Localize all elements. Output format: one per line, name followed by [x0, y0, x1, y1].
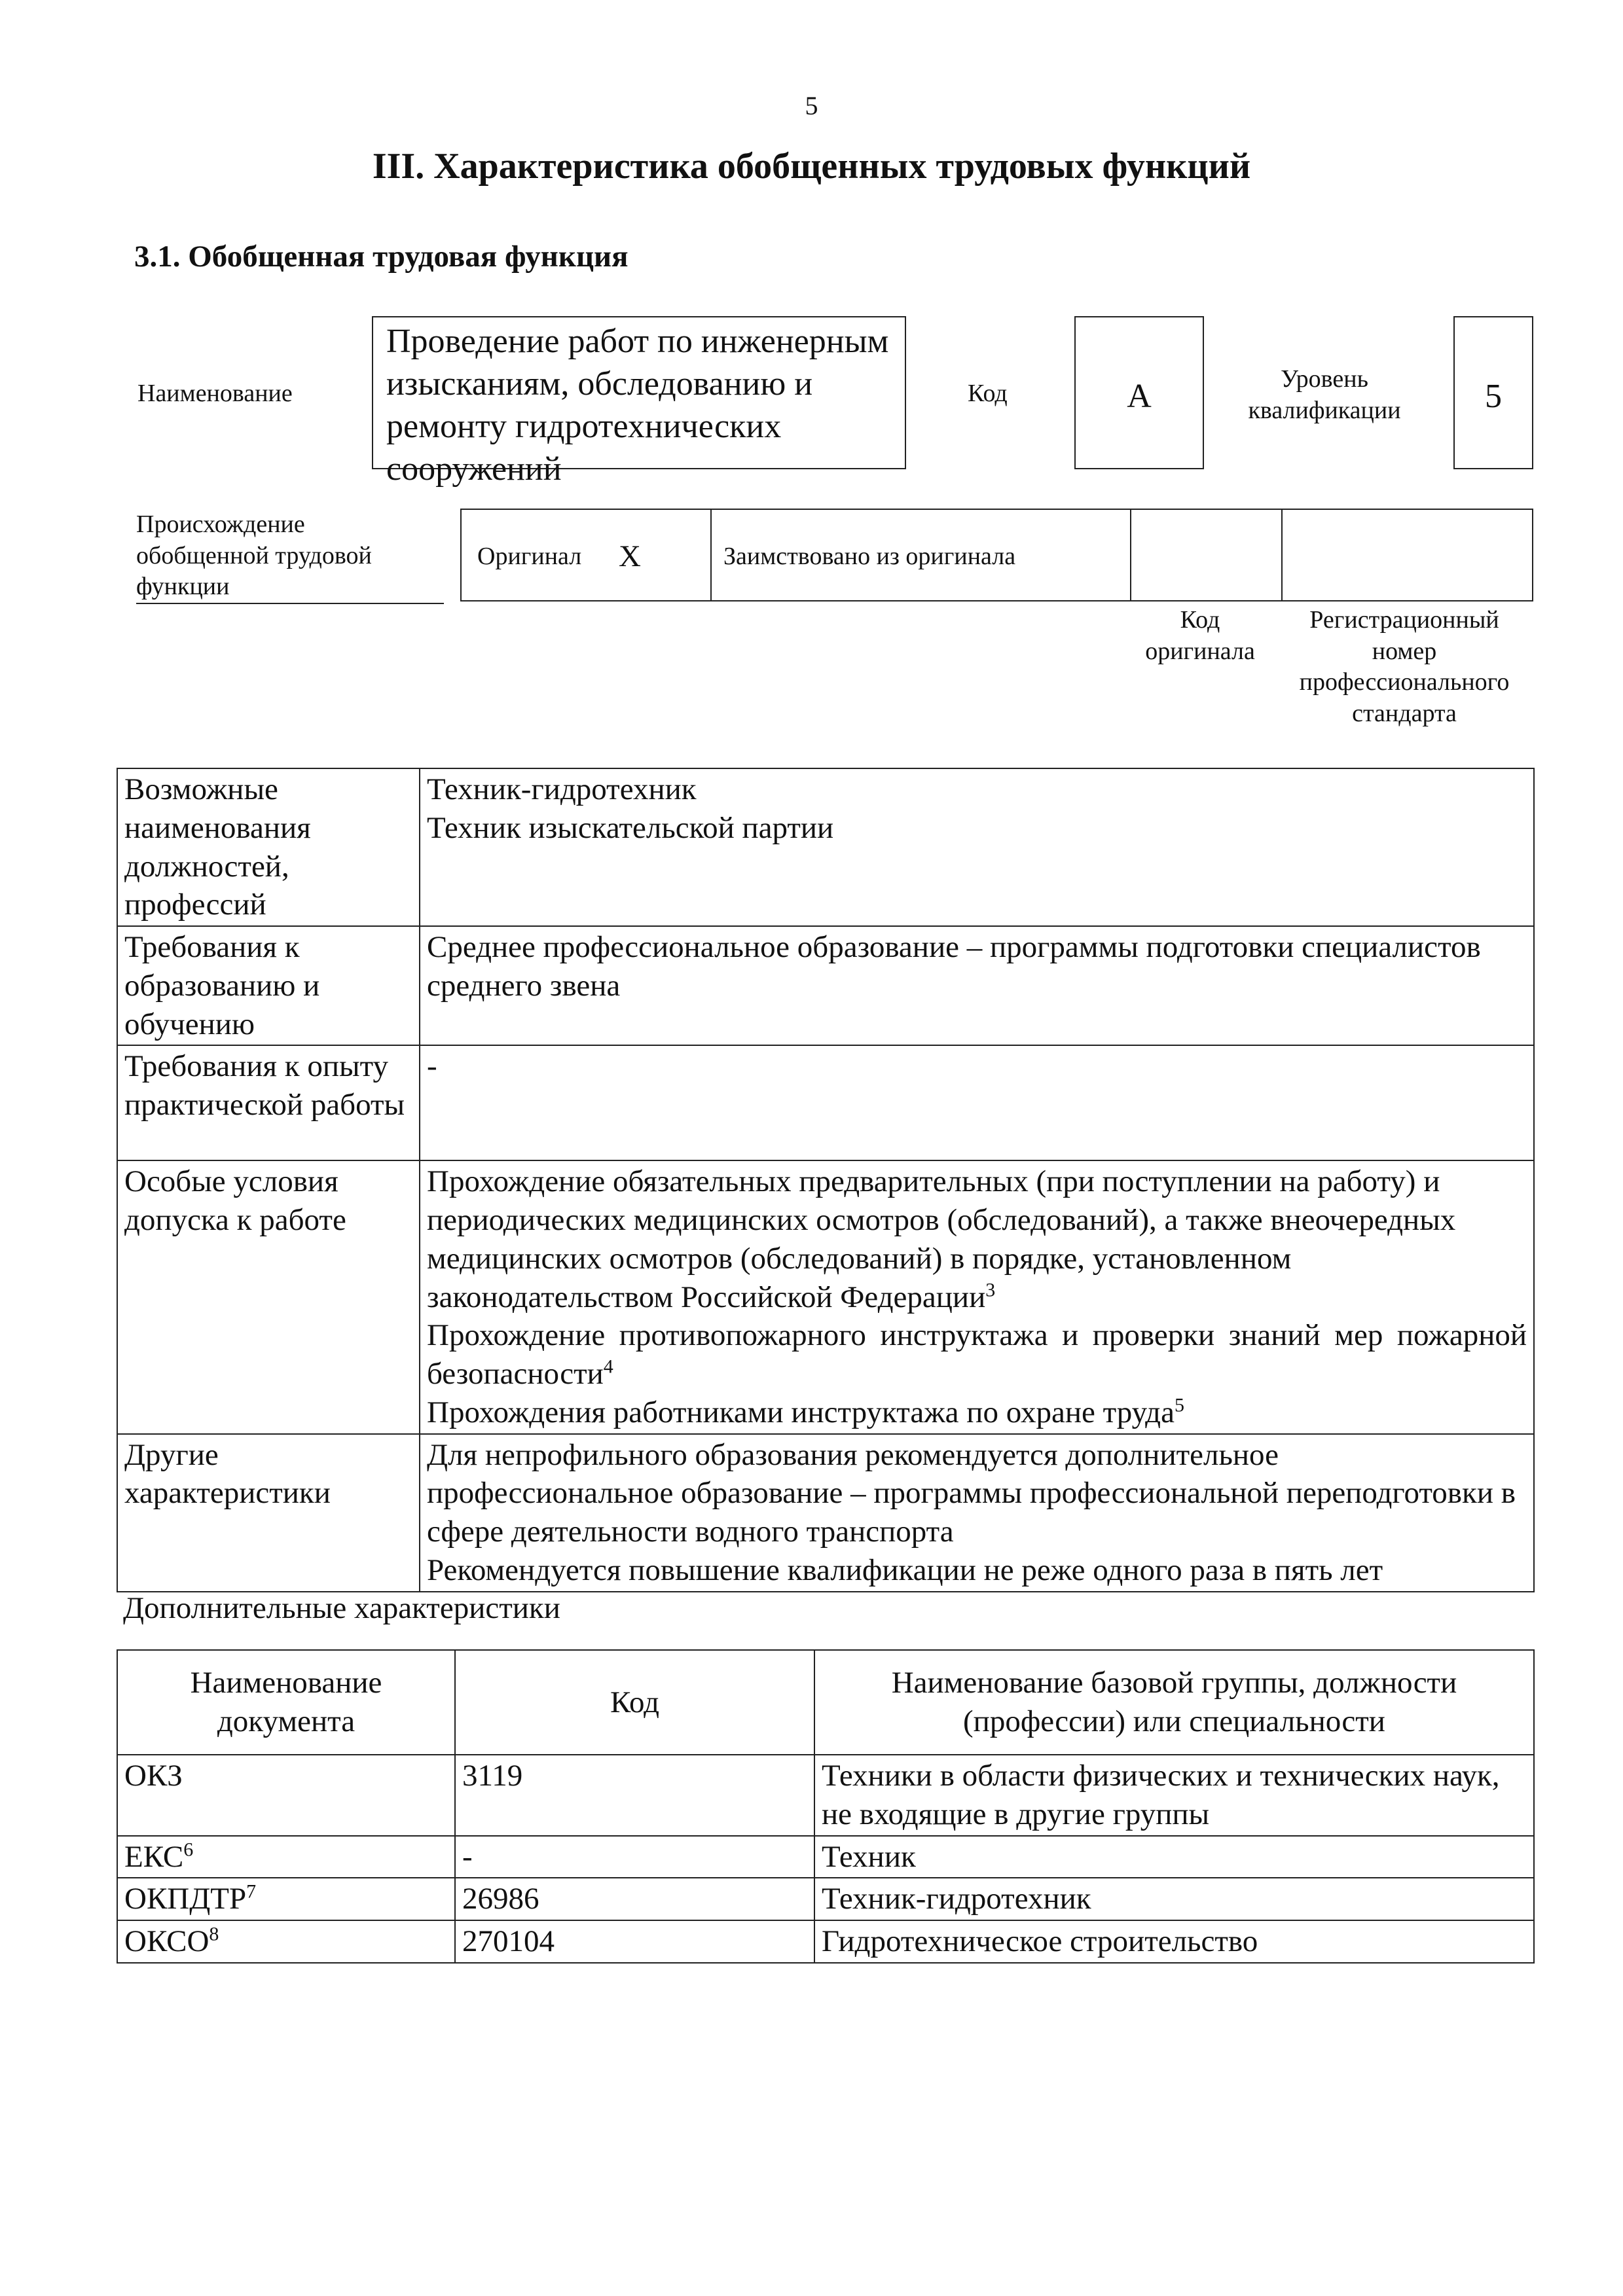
value-paragraph: Прохождение обязательных предварительных (при поступлении на работу) и периодических медицинских осмотров (обследований), а также внеочередных медицинских осмотров (обследований) в порядке, установленном законодательством Российской Федерации$^3$: [427, 1164, 1456, 1314]
doc-cell: ОКЗ: [117, 1755, 455, 1836]
row-value: [420, 768, 1534, 926]
table-row: [117, 1836, 1534, 1878]
origin-box: [460, 509, 1533, 601]
table-row: [117, 1920, 1534, 1963]
row-value: [420, 1160, 1534, 1433]
row-label: Требования к опыту практической работы: [117, 1045, 420, 1160]
characteristics-table: [117, 768, 1535, 1592]
name-cell: Техник: [814, 1836, 1534, 1878]
value-paragraph: Рекомендуется повышение квалификации не реже одного раза в пять лет: [427, 1552, 1383, 1587]
name-cell: Техник-гидротехник: [814, 1878, 1534, 1920]
row-label: Другие характеристики: [117, 1434, 420, 1592]
column-header: Код: [455, 1650, 814, 1755]
doc-cell: ОКПДТР$^7$: [117, 1878, 455, 1920]
code-cell: 26986: [455, 1878, 814, 1920]
value-line: Техник-гидротехник: [427, 772, 697, 806]
section-title: III. Характеристика обобщенных трудовых функций: [372, 146, 1251, 187]
name-cell: Гидротехническое строительство: [814, 1920, 1534, 1963]
footnote-ref: 6: [183, 1838, 194, 1860]
table-row: [117, 1160, 1534, 1433]
row-label: Требования к образованию и обучению: [117, 926, 420, 1045]
origin-label: Происхождение обобщенной трудовой функции: [136, 509, 444, 604]
code-box: [1074, 316, 1204, 469]
name-cell: Техники в области физических и технических наук, не входящие в другие группы: [814, 1755, 1534, 1836]
code-original-caption: Код оригинала: [1145, 606, 1255, 665]
additional-table: [117, 1649, 1535, 1964]
table-row: [117, 926, 1534, 1045]
original-mark: Х: [619, 539, 641, 573]
footnote-ref: 8: [209, 1923, 219, 1945]
doc-cell: ЕКС$^6$: [117, 1836, 455, 1878]
row-value: -: [420, 1045, 1534, 1160]
column-header: Наименование документа: [117, 1650, 455, 1755]
value-paragraph: Прохождение противопожарного инструктажа и проверки знаний мер пожарной безопасности$^4$: [427, 1318, 1527, 1391]
table-header-row: [117, 1650, 1534, 1755]
row-value: Среднее профессиональное образование – программы подготовки специалистов среднего звена: [420, 926, 1534, 1045]
borrowed-label: Заимствовано из оригинала: [723, 543, 1016, 570]
level-box: [1453, 316, 1533, 469]
page-number: 5: [805, 91, 818, 120]
value-paragraph: Для непрофильного образования рекомендуется дополнительное профессиональное образование – программы профессиональной переподготовки в сфере деятельности водного транспорта: [427, 1437, 1516, 1549]
row-value: [420, 1434, 1534, 1592]
doc-cell: ОКСО$^8$: [117, 1920, 455, 1963]
reg-number-caption: Регистрационный номер профессионального стандарта: [1299, 606, 1510, 727]
level-value: 5: [1485, 378, 1502, 415]
table-row: [117, 1045, 1534, 1160]
footnote-ref: 3: [985, 1278, 996, 1300]
code-label: Код: [968, 380, 1008, 407]
original-label: Оригинал: [477, 543, 582, 570]
row-label: Особые условия допуска к работе: [117, 1160, 420, 1433]
row-label: Возможные наименования должностей, профессий: [117, 768, 420, 926]
table-row: [117, 768, 1534, 926]
additional-title: Дополнительные характеристики: [123, 1591, 560, 1625]
function-name-value: Проведение работ по инженерным изысканиям, обследованию и ремонту гидротехнических сооружений: [386, 323, 889, 488]
table-row: [117, 1755, 1534, 1836]
column-header: Наименование базовой группы, должности (профессии) или специальности: [814, 1650, 1534, 1755]
footnote-ref: 5: [1174, 1394, 1184, 1416]
value-paragraph: Прохождения работниками инструктажа по охране труда$^5$: [427, 1394, 1184, 1429]
code-cell: -: [455, 1836, 814, 1878]
function-name-box: [372, 316, 906, 488]
footnote-ref: 7: [246, 1880, 257, 1903]
table-row: [117, 1878, 1534, 1920]
code-cell: 270104: [455, 1920, 814, 1963]
code-cell: 3119: [455, 1755, 814, 1836]
value-line: Техник изыскательской партии: [427, 810, 834, 845]
origin-divider-2: [1130, 510, 1131, 600]
code-value: А: [1127, 378, 1152, 415]
table-row: [117, 1434, 1534, 1592]
subsection-title: 3.1. Обобщенная трудовая функция: [134, 240, 629, 274]
footnote-ref: 4: [603, 1355, 613, 1378]
origin-divider-1: [710, 510, 712, 600]
name-label: Наименование: [137, 380, 293, 407]
level-label: Уровень квалификации: [1248, 365, 1401, 424]
origin-divider-3: [1281, 510, 1283, 600]
